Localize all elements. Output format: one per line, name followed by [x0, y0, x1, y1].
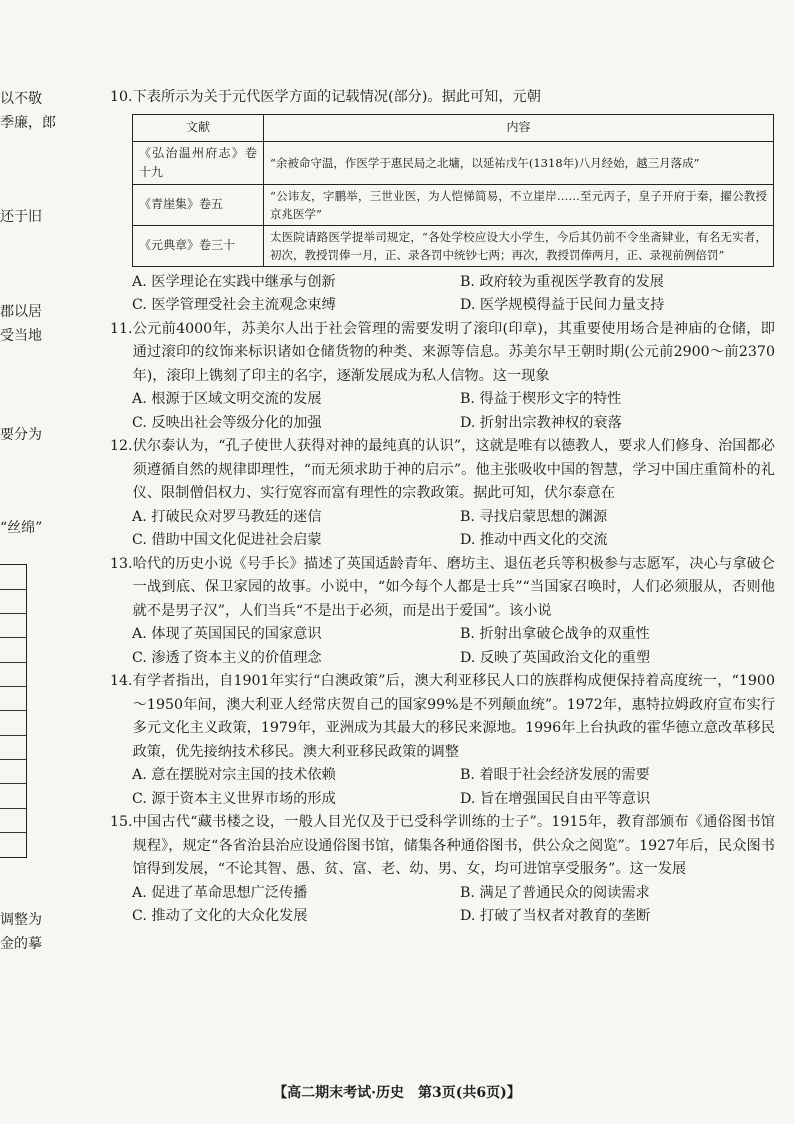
table-cell-source: 《弘治温州府志》卷十九 [133, 141, 264, 184]
question-number: 15. [110, 814, 133, 830]
question-number: 13. [110, 555, 133, 572]
option-b: B. 着眼于社会经济发展的需要 [460, 767, 650, 783]
question-10 [110, 86, 775, 318]
option-c: C. 渗透了资本主义的价值理念 [132, 649, 322, 666]
records-table [132, 114, 774, 267]
option-b: B. 寻找启蒙思想的渊源 [460, 508, 608, 525]
question-15 [110, 811, 775, 929]
question-stem: 下表所示为关于元代医学方面的记载情况(部分)。据此可知，元朝 [132, 89, 541, 105]
answer-options [110, 623, 775, 670]
option-d: D. 打破了当权者对教育的垄断 [460, 908, 651, 924]
question-stem: 哈代的历史小说《号手长》描述了英国适龄青年、磨坊主、退伍老兵等积极参与志愿军，决心与拿破仑一战到底、保卫家园的故事。小说中，“如今每个人都是士兵”“当国家召唤时，人们必须服从，否则他就不是男子汉”，人们当兵“不是出于必须，而是出于爱国”。该小说 [132, 555, 775, 619]
margin-fragment: 季廉，郎 [0, 115, 56, 131]
table-row [133, 225, 774, 266]
question-13 [110, 553, 775, 671]
table-cell-content: “余被命守温，作医学于惠民局之北墉，以延祐戊午(1318年)八月经始，越三月落成” [264, 141, 774, 184]
question-number: 10. [110, 89, 133, 105]
option-c: C. 推动了文化的大众化发展 [132, 908, 308, 924]
margin-fragment: 要分为 [0, 427, 42, 443]
option-b: B. 政府较为重视医学教育的发展 [460, 273, 664, 290]
option-b: B. 满足了普通民众的阅读需求 [460, 884, 650, 901]
margin-fragment: 受当地 [0, 328, 42, 344]
question-number: 11. [110, 320, 133, 337]
question-12 [110, 435, 775, 553]
option-c: C. 借助中国文化促进社会启蒙 [132, 532, 322, 548]
option-a: A. 体现了英国国民的国家意识 [132, 626, 322, 642]
margin-fragment: “丝绵” [0, 520, 43, 536]
option-b: B. 得益于楔形文字的特性 [460, 391, 622, 407]
answer-options [110, 271, 775, 318]
option-d: D. 折射出宗教神权的衰落 [460, 414, 622, 431]
margin-table-fragment [0, 564, 27, 858]
option-a: A. 促进了革命思想广泛传播 [132, 884, 308, 901]
margin-fragment: 调整为 [0, 912, 42, 928]
table-row [133, 141, 774, 184]
question-stem: 有学者指出，自1901年实行“白澳政策”后，澳大利亚移民人口的族群构成便保持着高度统一，“1900～1950年间，澳大利亚人经常庆贺自己的国家99%是不列颠血统”。1972年，惠特拉姆政府宣布实行多元文化主义政策，1979年，亚洲成为其最大的移民来源地。1996年上台执政的霍华德立意改革移民政策，优先接纳技术移民。澳大利亚移民政策的调整 [132, 673, 775, 760]
table-header: 文献 [133, 114, 264, 141]
table-header: 内容 [264, 114, 774, 141]
option-b: B. 折射出拿破仑战争的双重性 [460, 626, 650, 642]
answer-options [110, 388, 775, 435]
option-a: A. 打破民众对罗马教廷的迷信 [132, 508, 322, 525]
option-c: C. 反映出社会等级分化的加强 [132, 414, 322, 431]
answer-options [110, 882, 775, 929]
question-stem: 伏尔泰认为，“孔子使世人获得对神的最纯真的认识”，这就是唯有以德教人，要求人们修身、治国都必须遵循自然的规律即理性，“而无须求助于神的启示”。他主张吸收中国的智慧，学习中国庄重简朴的礼仪、限制僧侣权力、实行宽容而富有理性的宗教政策。据此可知，伏尔泰意在 [132, 438, 775, 501]
margin-fragment: 以不敬 [0, 91, 42, 107]
answer-options [110, 506, 775, 553]
option-d: D. 旨在增强国民自由平等意识 [460, 790, 651, 807]
option-d: D. 反映了英国政治文化的重塑 [460, 649, 651, 666]
page-footer: 【高二期末考试·历史 第3页(共6页)】 [273, 1085, 521, 1101]
table-cell-source: 《青崖集》卷五 [133, 184, 264, 225]
option-a: A. 意在摆脱对宗主国的技术依赖 [132, 767, 336, 783]
margin-fragment: 郡以居 [0, 304, 42, 320]
option-c: C. 医学管理受社会主流观念束缚 [132, 297, 336, 313]
margin-fragment: 金的摹 [0, 936, 42, 952]
table-row [133, 184, 774, 225]
question-stem: 中国古代“藏书楼之设，一般人目光仅及于已受科学训练的士子”。1915年，教育部颁布《通俗图书馆规程》，规定“各省治县治应设通俗图书馆，储集各种通俗图书，供公众之阅览”。1927年后，民众图书馆得到发展，“不论其智、愚、贫、富、老、幼、男、女，均可进馆享受服务”。这一发展 [132, 814, 775, 877]
question-14 [110, 670, 775, 811]
question-11 [110, 318, 775, 436]
question-number: 12. [110, 438, 133, 454]
option-a: A. 根源于区域文明交流的发展 [132, 391, 322, 407]
margin-fragment: 还于旧 [0, 209, 42, 225]
question-number: 14. [110, 673, 133, 689]
table-cell-content: “公讳友，字鹏举，三世业医，为人恺悌简易，不立崖岸……至元丙子，皇子开府于秦，擢公教授京兆医学” [264, 184, 774, 225]
option-c: C. 源于资本主义世界市场的形成 [132, 790, 336, 807]
question-stem: 公元前4000年，苏美尔人出于社会管理的需要发明了滚印(印章)，其重要使用场合是神庙的仓储，即通过滚印的纹饰来标识诸如仓储货物的种类、来源等信息。苏美尔早王朝时期(公元前2900～前2370年)，滚印上镌刻了印主的名字，逐渐发展成为私人信物。这一现象 [132, 320, 775, 384]
option-a: A. 医学理论在实践中继承与创新 [132, 273, 336, 290]
answer-options [110, 764, 775, 811]
table-cell-content: 太医院请路医学提举司规定，“各处学校应设大小学生，今后其仍前不令坐斋肄业，有名无实者，初次，教授罚俸一月，正、录各罚中统钞七两；再次，教授罚俸两月，正、录视前例倍罚” [264, 225, 774, 266]
exam-page-content [110, 86, 775, 929]
option-d: D. 医学规模得益于民间力量支持 [460, 297, 665, 313]
option-d: D. 推动中西文化的交流 [460, 532, 608, 548]
table-cell-source: 《元典章》卷三十 [133, 225, 264, 266]
